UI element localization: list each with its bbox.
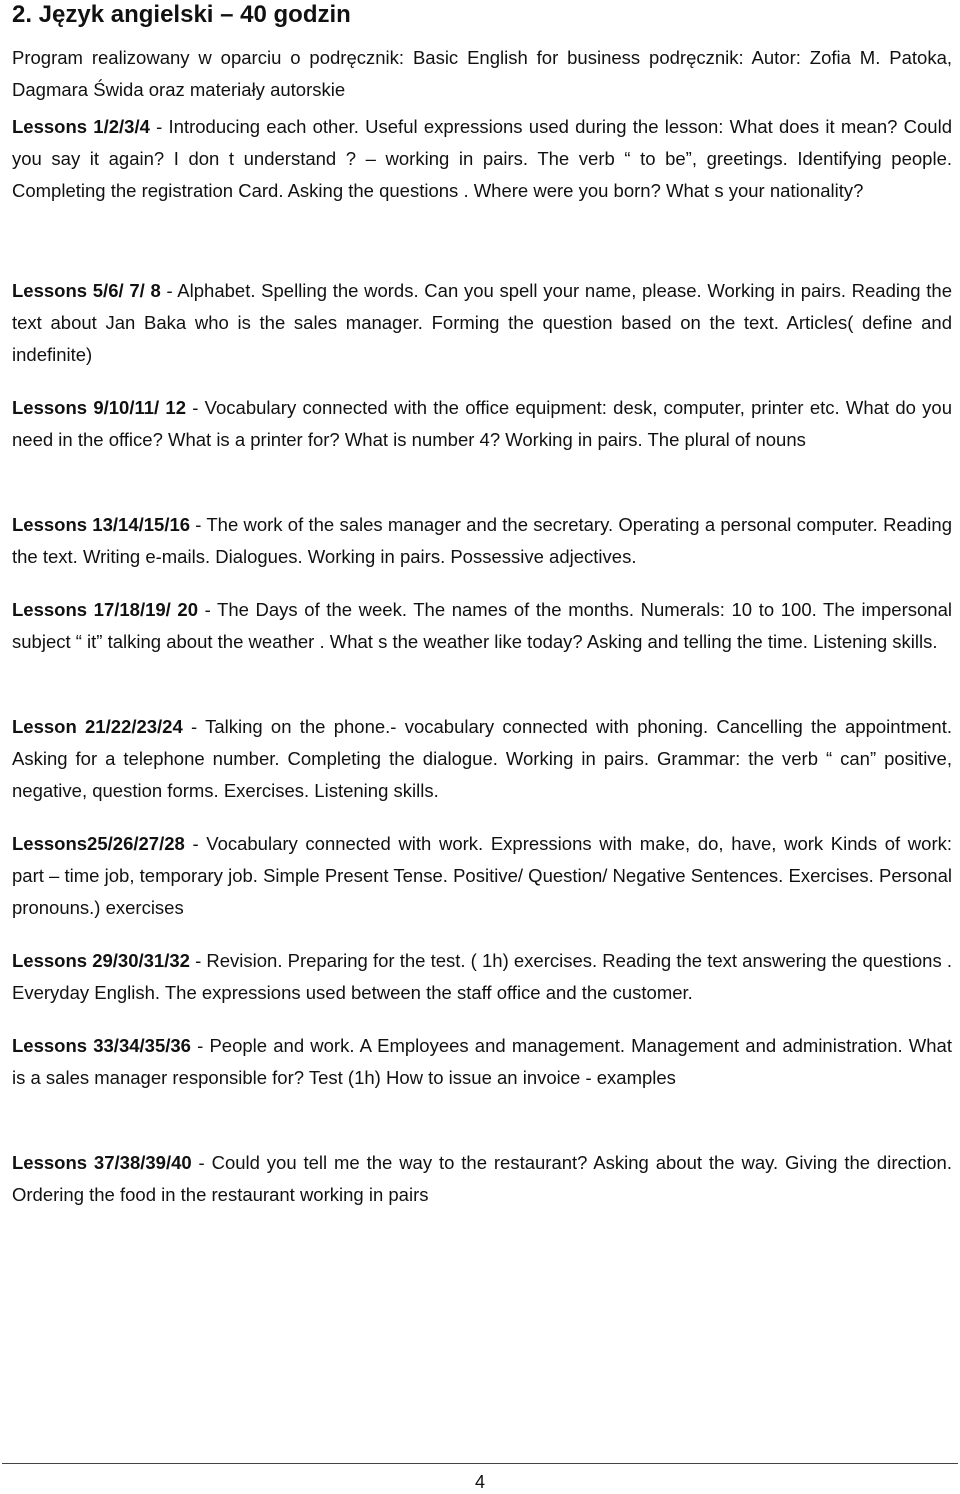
lesson-block-4 <box>12 509 952 573</box>
lesson-description: - The work of the sales manager and the secretary. Operating a personal computer. Reading the text. Writing e-mails. Dialogues. Working in pairs. Possessive adjectives. <box>12 514 952 568</box>
lesson-label: Lessons 13/14/15/16 <box>12 514 191 535</box>
lesson-block-3 <box>12 392 952 456</box>
lesson-block-8 <box>12 945 952 1009</box>
section-heading: 2. Język angielski – 40 godzin <box>12 1 351 28</box>
lesson-description: - Vocabulary connected with the office equipment: desk, computer, printer etc. What do you need in the office? What is a printer for? What is number 4? Working in pairs. The plural of nouns <box>12 397 952 451</box>
lesson-label: Lessons 5/6/ 7/ 8 <box>12 280 161 301</box>
lesson-label: Lessons25/26/27/28 <box>12 833 185 854</box>
lesson-block-7 <box>12 828 952 925</box>
lesson-block-5 <box>12 594 952 658</box>
lesson-label: Lessons 9/10/11/ 12 <box>12 397 186 418</box>
lesson-description: - Revision. Preparing for the test. ( 1h) exercises. Reading the text answering the questions . Everyday English. The expressions used between the staff office and the customer. <box>12 950 952 1004</box>
footer-divider <box>2 1463 958 1464</box>
lesson-label: Lessons 17/18/19/ 20 <box>12 599 198 620</box>
lesson-block-1 <box>12 111 952 208</box>
lesson-block-6 <box>12 711 952 808</box>
page-number: 4 <box>474 1472 485 1492</box>
lesson-description: - Alphabet. Spelling the words. Can you spell your name, please. Working in pairs. Reading the text about Jan Baka who is the sales manager. Forming the question based on the text. Articles( define and indefinite) <box>12 280 952 366</box>
lesson-description: - Talking on the phone.- vocabulary connected with phoning. Cancelling the appointment. Asking for a telephone number. Completing the dialogue. Working in pairs. Grammar: the verb “ can” positive, negative, question forms. Exercises. Listening skills. <box>12 716 952 802</box>
lesson-block-9 <box>12 1030 952 1094</box>
lesson-label: Lessons 1/2/3/4 <box>12 116 150 137</box>
intro-paragraph: Program realizowany w oparciu o podręcznik: Basic English for business podręcznik: Autor: Zofia M. Patoka, Dagmara Świda oraz materiały autorskie <box>12 47 952 101</box>
lesson-description: - Could you tell me the way to the restaurant? Asking about the way. Giving the direction. Ordering the food in the restaurant working in pairs <box>12 1152 952 1206</box>
lesson-block-10 <box>12 1147 952 1211</box>
lesson-description: - People and work. A Employees and management. Management and administration. What is a sales manager responsible for? Test (1h) How to issue an invoice - examples <box>12 1035 952 1089</box>
lesson-description: - The Days of the week. The names of the months. Numerals: 10 to 100. The impersonal subject “ it” talking about the weather . What s the weather like today? Asking and telling the time. Listening skills. <box>12 599 952 653</box>
lesson-label: Lessons 29/30/31/32 <box>12 950 190 971</box>
lesson-label: Lessons 37/38/39/40 <box>12 1152 192 1173</box>
lesson-description: - Introducing each other. Useful expressions used during the lesson: What does it mean? Could you say it again? I don t understand ? – working in pairs. The verb “ to be”, greetings. Identifying people. Completing the registration Card. Asking the questions . Where were you born? What s your nationality? <box>12 116 952 202</box>
lesson-label: Lessons 33/34/35/36 <box>12 1035 191 1056</box>
lesson-block-2 <box>12 275 952 372</box>
lesson-description: - Vocabulary connected with work. Expressions with make, do, have, work Kinds of work: part – time job, temporary job. Simple Present Tense. Positive/ Question/ Negative Sentences. Exercises. Personal pronouns.) exercises <box>12 833 952 919</box>
lesson-label: Lesson 21/22/23/24 <box>12 716 183 737</box>
